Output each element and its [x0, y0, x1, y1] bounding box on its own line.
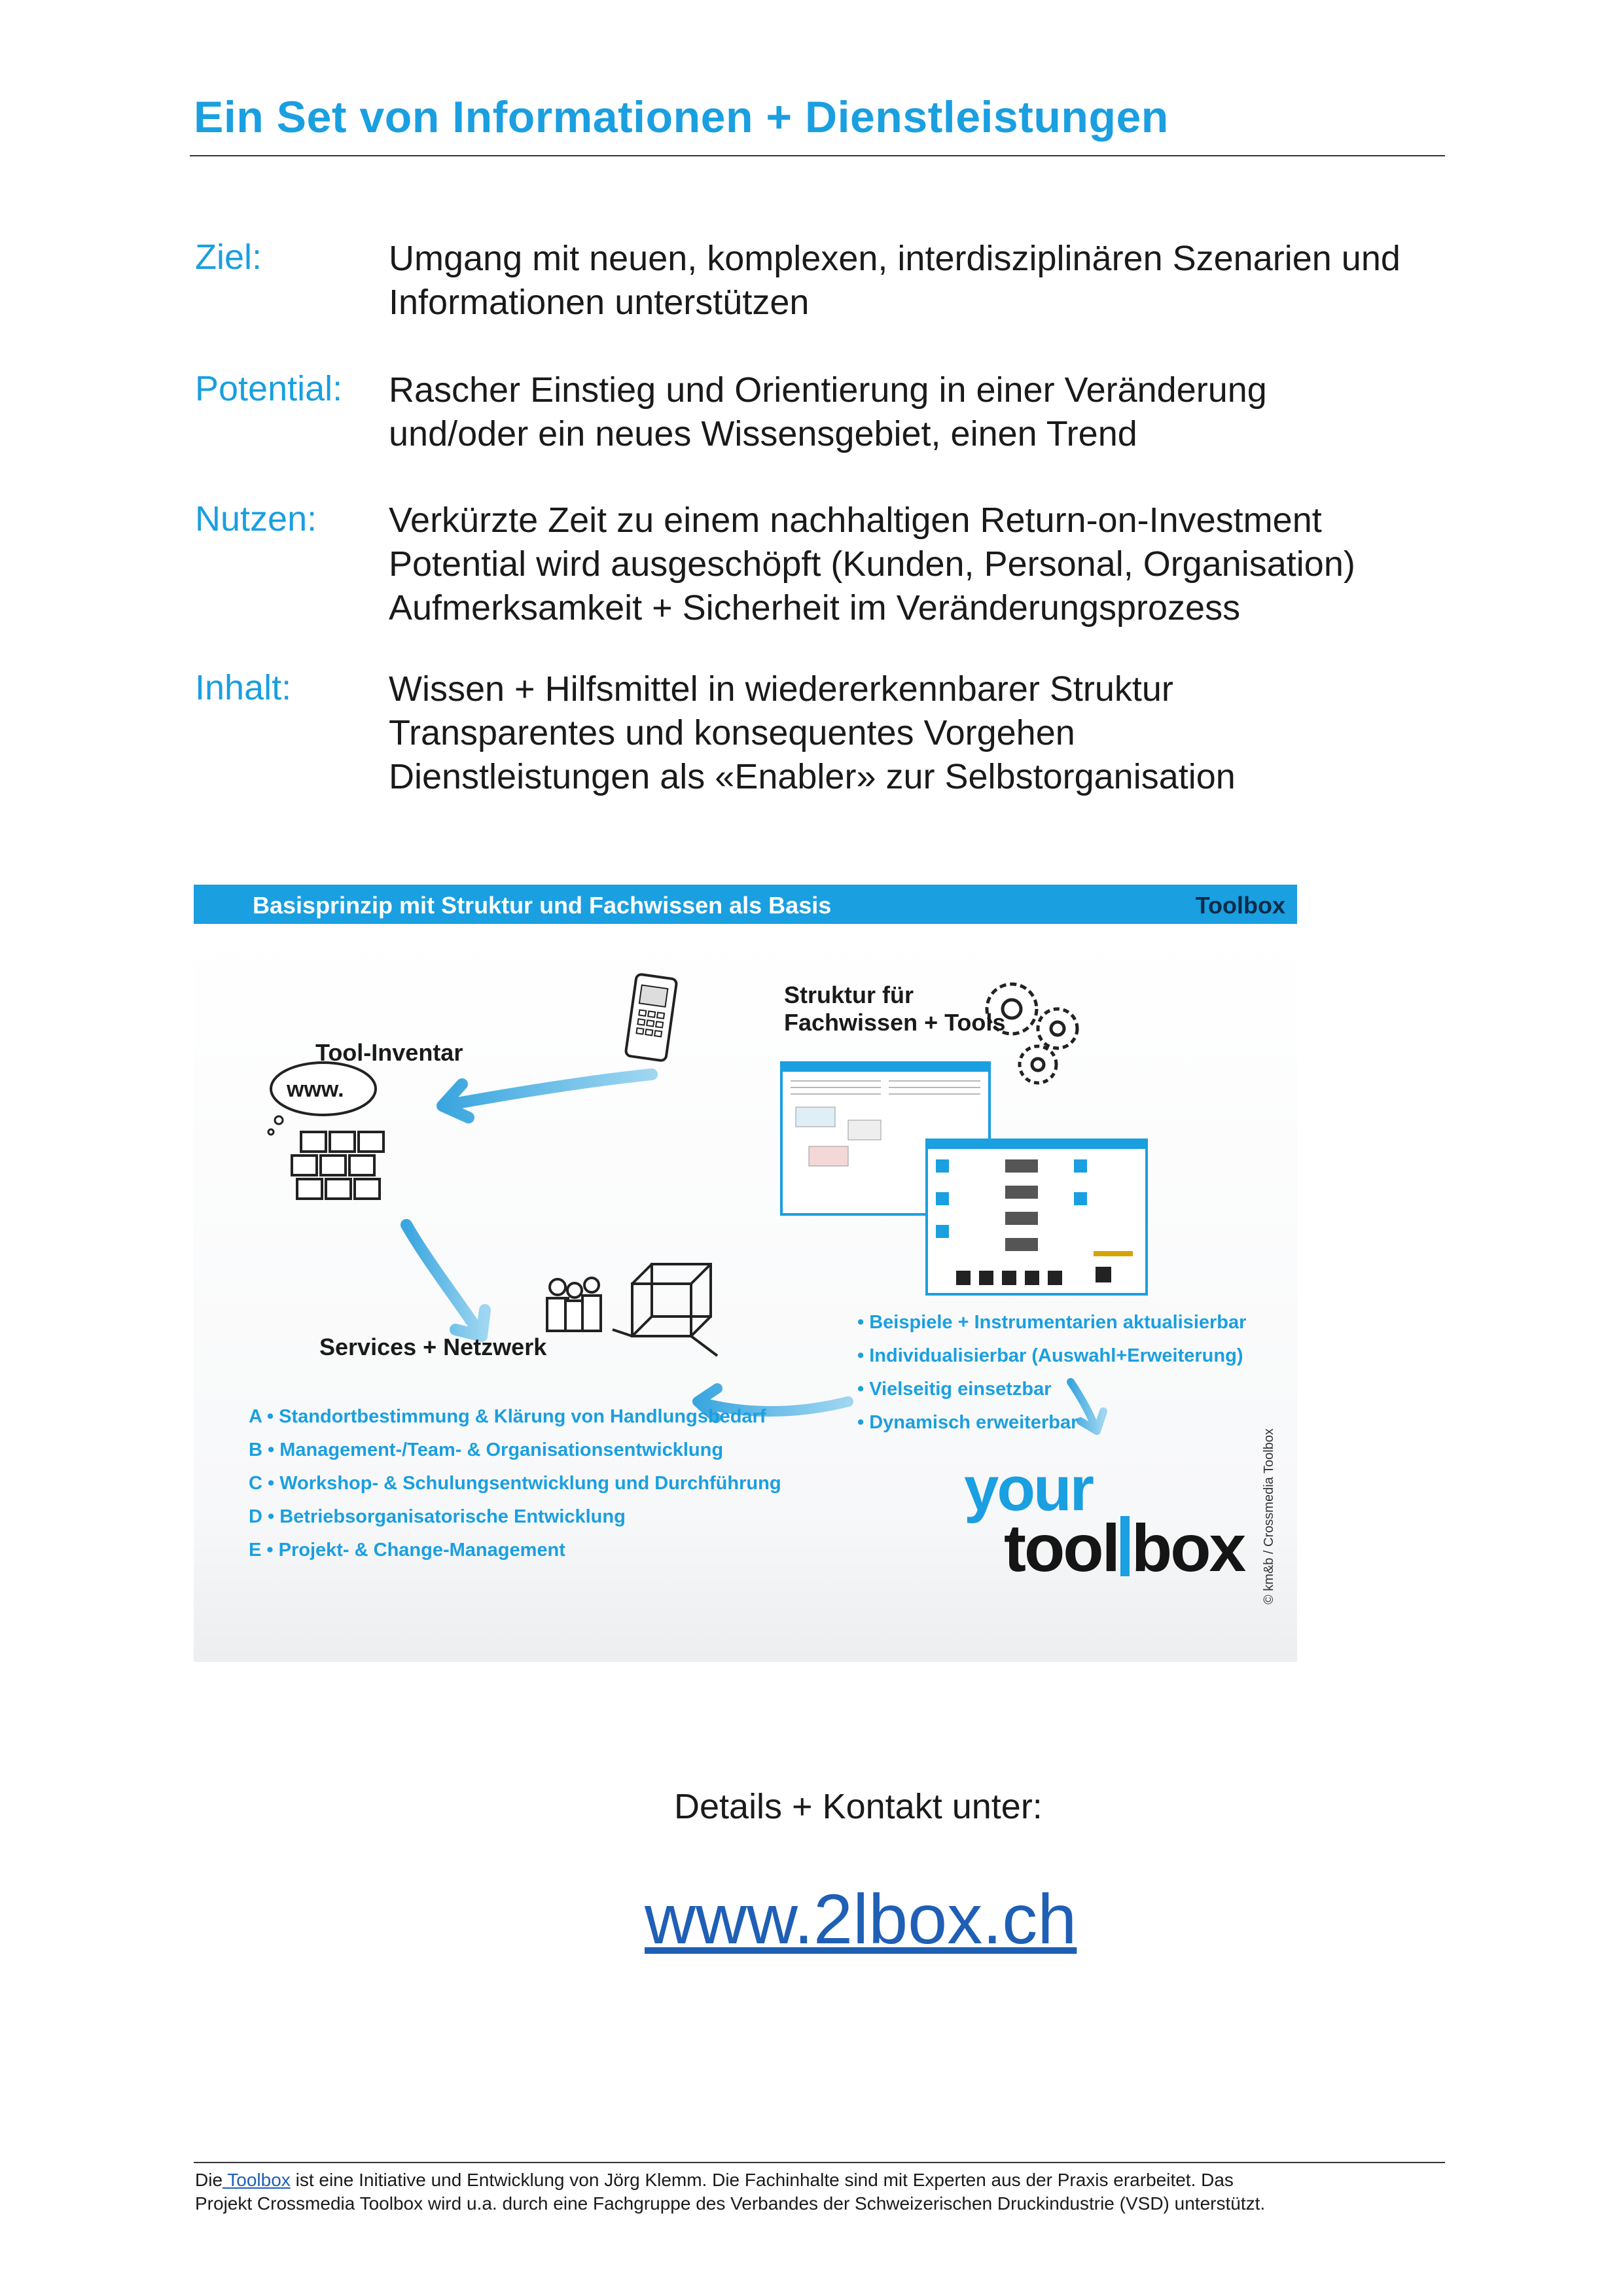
- value-ziel: [389, 237, 1400, 325]
- value-inhalt: [389, 667, 1236, 799]
- feature-item: • Beispiele + Instrumentarien aktualisierbar: [857, 1312, 1247, 1333]
- logo-separator: [1120, 1516, 1130, 1576]
- services-label: Services + Netzwerk: [319, 1333, 547, 1360]
- value-line: Umgang mit neuen, komplexen, interdisziplinären Szenarien und: [389, 239, 1400, 278]
- figure-title: Basisprinzip mit Struktur und Fachwissen als Basis: [253, 892, 832, 919]
- keyboard-icon: [292, 1132, 383, 1199]
- document-thumbnail-2: [927, 1140, 1147, 1294]
- value-nutzen: [389, 499, 1355, 630]
- services-list: [249, 1400, 781, 1567]
- arrow-inventar-to-services: [406, 1225, 485, 1336]
- service-item: B • Management-/Team- & Organisationsentwicklung: [249, 1439, 724, 1460]
- page-title: Ein Set von Informationen + Dienstleistungen: [194, 92, 1169, 142]
- value-line: Aufmerksamkeit + Sicherheit im Veränderungsprozess: [389, 588, 1241, 627]
- title-divider: [190, 155, 1445, 156]
- figure-tag: Toolbox: [1195, 892, 1285, 919]
- people-icon: [547, 1278, 601, 1331]
- logo-box: box: [1131, 1511, 1245, 1585]
- service-item: C • Workshop- & Schulungsentwicklung und Durchführung: [249, 1473, 781, 1494]
- www-label: www.: [287, 1077, 344, 1102]
- footer-prefix: Die: [195, 2170, 223, 2190]
- feature-item: • Dynamisch erweiterbar: [857, 1412, 1079, 1433]
- label-potential: Potential:: [195, 369, 343, 408]
- logo-toolbox: [1004, 1511, 1245, 1585]
- value-line: Transparentes und konsequentes Vorgehen: [389, 713, 1075, 752]
- copyright-note: © km&b / Crossmedia Toolbox: [1262, 1428, 1276, 1604]
- value-line: und/oder ein neues Wissensgebiet, einen Trend: [389, 414, 1137, 453]
- service-item: E • Projekt- & Change-Management: [249, 1540, 565, 1561]
- feature-item: • Individualisierbar (Auswahl+Erweiterung): [857, 1345, 1243, 1366]
- features-list: [857, 1306, 1246, 1439]
- feature-item: • Vielseitig einsetzbar: [857, 1379, 1052, 1400]
- label-nutzen: Nutzen:: [195, 499, 317, 539]
- value-line: Verkürzte Zeit zu einem nachhaltigen Return-on-Investment: [389, 501, 1322, 540]
- service-item: D • Betriebsorganisatorische Entwicklung: [249, 1506, 626, 1527]
- toolbox-link[interactable]: Toolbox: [223, 2170, 291, 2190]
- value-potential: [389, 368, 1267, 456]
- logo-your: your: [964, 1454, 1093, 1524]
- footer: [195, 2168, 1265, 2216]
- network-icon: [613, 1264, 717, 1356]
- website-link[interactable]: www.2lbox.ch: [645, 1879, 1077, 1958]
- tool-inventar-label: Tool-Inventar: [315, 1039, 463, 1066]
- value-line: Informationen unterstützen: [389, 283, 810, 322]
- mobile-phone-icon: [626, 974, 677, 1061]
- footer-text: ist eine Initiative und Entwicklung von Jörg Klemm. Die Fachinhalte sind mit Experten aus der Praxis erarbeitet. Das: [290, 2170, 1234, 2190]
- footer-line-2: Projekt Crossmedia Toolbox wird u.a. durch eine Fachgruppe des Verbandes der Schweizerischen Druckindustrie (VSD) unterstützt.: [195, 2193, 1266, 2214]
- struktur-line: Fachwissen + Tools: [784, 1009, 1006, 1036]
- logo-tool: tool: [1004, 1511, 1118, 1585]
- details-label: Details + Kontakt unter:: [674, 1787, 1043, 1826]
- label-inhalt: Inhalt:: [195, 668, 292, 707]
- value-line: Wissen + Hilfsmittel in wiedererkennbarer Struktur: [389, 669, 1173, 709]
- value-line: Dienstleistungen als «Enabler» zur Selbstorganisation: [389, 757, 1236, 796]
- footer-line-1: [195, 2168, 1265, 2192]
- struktur-line: Struktur für: [784, 981, 914, 1008]
- arrow-phone-to-inventar: [442, 1074, 652, 1118]
- service-item: A • Standortbestimmung & Klärung von Handlungsbedarf: [249, 1406, 766, 1427]
- toolbox-figure: [194, 885, 1297, 1662]
- footer-divider: [194, 2162, 1445, 2163]
- value-line: Potential wird ausgeschöpft (Kunden, Personal, Organisation): [389, 544, 1355, 584]
- label-ziel: Ziel:: [195, 238, 262, 277]
- value-line: Rascher Einstieg und Orientierung in einer Veränderung: [389, 370, 1267, 410]
- struktur-label: [784, 981, 1005, 1036]
